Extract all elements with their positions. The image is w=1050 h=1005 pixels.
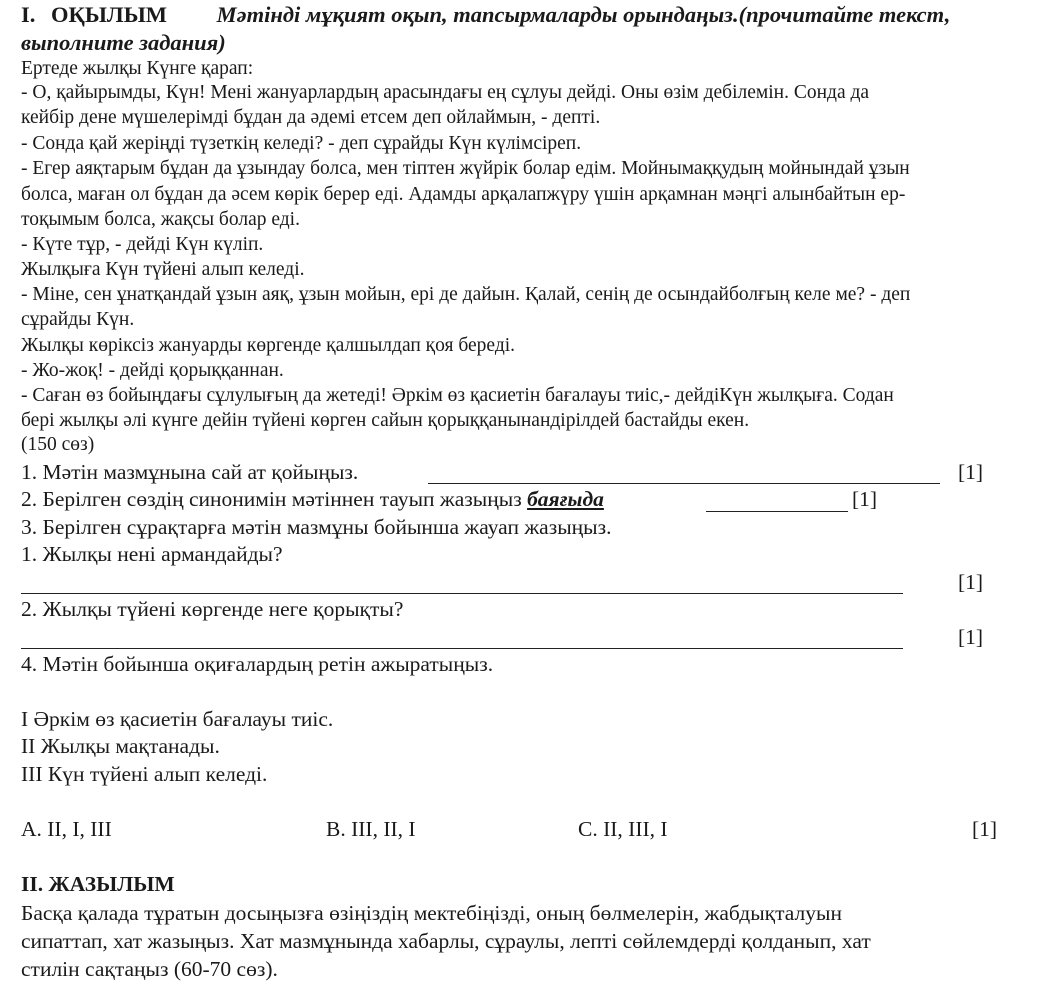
section-title: ОҚЫЛЫМ [51, 2, 168, 27]
story-line: Жылқы көріксіз жануарды көргенде қалшылдап қоя береді. [21, 335, 516, 356]
question2: 2. Жылқы түйені көргенде неге қорықты? [21, 597, 404, 621]
task2-mark: [1] [852, 487, 878, 511]
story-line: - Күте тұр, - дейді Күн күліп. [21, 234, 264, 255]
story-line: Ертеде жылқы Күнге қарап: [21, 58, 254, 79]
task4-text: 4. Мәтін бойынша оқиғалардың ретін ажыратыңыз. [21, 652, 494, 676]
task1-answer-line[interactable] [428, 483, 940, 484]
writing-line: Басқа қалада тұратын досыңызға өзіңіздің мектебіңізді, оның бөлмелерін, жабдықталуын [21, 901, 842, 925]
option-a[interactable]: A. II, I, III [21, 817, 112, 841]
story-line: - О, қайырымды, Күн! Мені жануарлардың арасындағы ең сұлуы дейді. Оны өзім дебілемін. Сонда да [21, 82, 870, 103]
question1: 1. Жылқы нені армандайды? [21, 542, 283, 566]
option-c[interactable]: C. II, III, I [578, 817, 668, 841]
task2-word: баяғыда [527, 487, 604, 511]
instruction-line1: Мәтінді мұқият оқып, тапсырмаларды орындаңыз.(прочитайте текст, [216, 2, 951, 27]
event-item: III Күн түйені алып келеді. [21, 762, 268, 786]
story-line: - Егер аяқтарым бұдан да ұзындау болса, мен тіптен жүйрік болар едім. Мойнымаққудың мойнындай ұзын [21, 158, 910, 179]
question1-mark: [1] [958, 570, 984, 594]
story-line: тоқымым болса, жақсы болар еді. [21, 209, 300, 230]
section-number: I. [21, 2, 36, 27]
task4-mark: [1] [972, 817, 998, 841]
question2-answer-line[interactable] [21, 648, 903, 649]
question2-mark: [1] [958, 625, 984, 649]
task2-text [21, 486, 604, 512]
story-line: - Міне, сен ұнатқандай ұзын аяқ, ұзын мойын, ері де дайын. Қалай, сенің де осындайболғың келе ме? - деп [21, 284, 911, 305]
task1-text: 1. Мәтін мазмұнына сай ат қойыңыз. [21, 460, 359, 484]
writing-line: сипаттап, хат жазыңыз. Хат мазмұнында хабарлы, сұраулы, лепті сөйлемдерді қолданып, хат [21, 929, 871, 953]
writing-title: II. ЖАЗЫЛЫМ [21, 872, 175, 896]
story-line: - Сонда қай жеріңді түзеткің келеді? - деп сұрайды Күн күлімсіреп. [21, 133, 582, 154]
task3-text: 3. Берілген сұрақтарға мәтін мазмұны бойынша жауап жазыңыз. [21, 515, 612, 539]
story-line: сұрайды Күн. [21, 309, 135, 330]
task1-mark: [1] [958, 460, 984, 484]
story-line: - Жо-жоқ! - дейді қорыққаннан. [21, 360, 284, 381]
word-count: (150 сөз) [21, 434, 95, 455]
story-line: болса, маған ол бұдан да әсем көрік берер еді. Адамды арқалапжүру үшін арқамнан мәңгі алынбайтын ер- [21, 184, 906, 205]
option-b[interactable]: B. III, II, I [326, 817, 416, 841]
story-line: - Саған өз бойыңдағы сұлулығың да жетеді! Әркім өз қасиетін бағалауы тиіс,- дейдіКүн жылқыға. Содан [21, 385, 894, 406]
story-line: Жылқыға Күн түйені алып келеді. [21, 259, 305, 280]
event-item: II Жылқы мақтанады. [21, 734, 220, 758]
reading-heading [21, 3, 950, 27]
event-item: I Әркім өз қасиетін бағалауы тиіс. [21, 707, 334, 731]
task2-prefix: 2. Берілген сөздің синонимін мәтіннен тауып жазыңыз [21, 487, 522, 511]
writing-line: стилін сақтаңыз (60-70 сөз). [21, 957, 278, 981]
question1-answer-line[interactable] [21, 593, 903, 594]
story-line: кейбір дене мүшелерімді бұдан да әдемі етсем деп ойлаймын, - депті. [21, 107, 601, 128]
instruction-line2: выполните задания) [21, 30, 226, 55]
story-line: бері жылқы әлі күнге дейін түйені көрген сайын қорыққанынандірілдей бастайды екен. [21, 410, 750, 431]
task2-answer-line[interactable] [706, 511, 848, 512]
